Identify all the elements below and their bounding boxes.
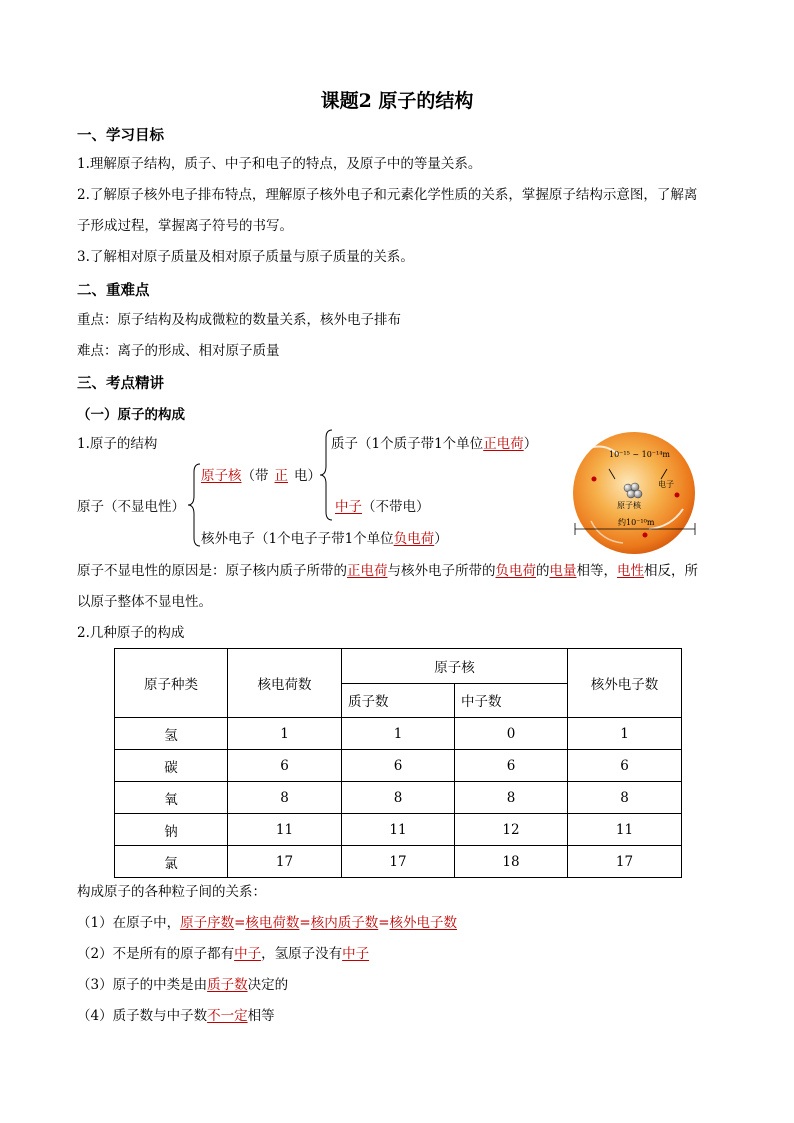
nucleus-paren-close: 电） xyxy=(294,468,321,484)
key-point: 重点：原子结构及构成微粒的数量关系，核外电子排布 xyxy=(77,312,401,328)
neutrality-reason-line2: 以原子整体不显电性。 xyxy=(77,594,212,610)
relation-2 xyxy=(77,944,369,964)
cell-kind: 氢 xyxy=(115,718,228,750)
atom-brace xyxy=(186,462,202,548)
cell-kind: 氯 xyxy=(115,846,228,878)
nucleus-line xyxy=(201,466,321,486)
electron-line xyxy=(201,529,448,549)
cell-protons: 1 xyxy=(342,718,455,750)
atom-scale-label: 约10⁻¹⁰m xyxy=(618,518,655,527)
nucleus-figure-label: 原子核 xyxy=(617,501,641,510)
table-label: 2.几种原子的构成 xyxy=(77,625,185,641)
electron-dot xyxy=(675,493,680,498)
nucleus-paren-open: （带 xyxy=(241,468,269,484)
cell-electrons: 6 xyxy=(568,750,682,782)
header-atom-kind: 原子种类 xyxy=(115,649,228,718)
cell-electrons: 1 xyxy=(568,718,682,750)
proton-charge: 正电荷 xyxy=(483,436,524,452)
objective-2: 2.了解原子核外电子排布特点，理解原子核外电子和元素化学性质的关系，掌握原子结构示意图，了解离 xyxy=(77,187,698,203)
header-electrons: 核外电子数 xyxy=(568,649,682,718)
objective-1: 1.理解原子结构，质子、中子和电子的特点，及原子中的等量关系。 xyxy=(77,156,482,172)
nucleus-term: 原子核 xyxy=(201,468,242,484)
cell-electrons: 17 xyxy=(568,846,682,878)
cell-charge: 1 xyxy=(228,718,342,750)
electron-charge: 负电荷 xyxy=(393,531,435,547)
equals-sign: = xyxy=(299,915,311,931)
reason-text-e: 的 xyxy=(536,563,550,579)
cell-kind: 氧 xyxy=(115,782,228,814)
structure-label: 1.原子的结构 xyxy=(77,436,158,452)
atom-label: 原子（不显电性） xyxy=(77,499,185,515)
cell-charge: 11 xyxy=(228,814,342,846)
neutron-term: 中子 xyxy=(335,499,362,515)
table-row xyxy=(115,718,682,750)
relation-2-mid: ，氢原子没有 xyxy=(261,946,343,962)
proton-count-term: 核内质子数 xyxy=(310,915,379,931)
equals-sign: = xyxy=(234,915,246,931)
header-protons: 质子数 xyxy=(342,683,455,718)
cell-charge: 6 xyxy=(228,750,342,782)
reason-positive-charge: 正电荷 xyxy=(347,563,388,579)
cell-kind: 钠 xyxy=(115,814,228,846)
electron-figure-label: 电子 xyxy=(658,480,674,489)
cell-protons: 6 xyxy=(342,750,455,782)
proton-text: 质子（1个质子带1个单位 xyxy=(331,436,484,452)
cell-kind: 碳 xyxy=(115,750,228,782)
section-heading-objectives: 一、学习目标 xyxy=(77,127,164,144)
proton-line xyxy=(331,434,537,454)
neutron-term: 中子 xyxy=(234,946,262,962)
header-neutrons: 中子数 xyxy=(455,683,568,718)
reason-text-g: 相等， xyxy=(576,563,617,579)
nucleus-scale-label: 10⁻¹⁵ ~ 10⁻¹⁴m xyxy=(609,450,671,459)
table-row xyxy=(115,846,682,878)
nuclear-charge-term: 核电荷数 xyxy=(245,915,300,931)
relation-2-prefix: （2）不是所有的原子都有 xyxy=(77,946,235,962)
atom-model-figure xyxy=(571,431,699,555)
relation-4 xyxy=(77,1006,275,1026)
neutron-line xyxy=(335,497,430,517)
page-title: 课题2 原子的结构 xyxy=(320,90,474,112)
reason-text-i: 相反，所 xyxy=(644,563,698,579)
reason-negative-charge: 负电荷 xyxy=(495,563,536,579)
cell-neutrons: 8 xyxy=(455,782,568,814)
atom-composition-table xyxy=(114,648,682,878)
section-heading-exam-points: 三、考点精讲 xyxy=(77,375,164,392)
subsection-heading-atom-composition: （一）原子的构成 xyxy=(77,407,185,423)
neutron-term: 中子 xyxy=(342,946,370,962)
cell-charge: 8 xyxy=(228,782,342,814)
relation-1 xyxy=(77,913,457,933)
neutrality-reason-line1 xyxy=(77,561,698,581)
table-row xyxy=(115,782,682,814)
header-nuclear-charge: 核电荷数 xyxy=(228,649,342,718)
cell-protons: 17 xyxy=(342,846,455,878)
reason-text-c: 与核外电子所带的 xyxy=(387,563,496,579)
relation-4-suffix: 相等 xyxy=(247,1008,275,1024)
cell-neutrons: 6 xyxy=(455,750,568,782)
nucleon-ball xyxy=(634,490,642,498)
electron-dot xyxy=(592,477,597,482)
electron-text: 核外电子（1个电子子带1个单位 xyxy=(201,531,394,547)
electron-close: ） xyxy=(434,531,448,547)
electron-count-term: 核外电子数 xyxy=(389,915,458,931)
reason-charge-amount: 电量 xyxy=(549,563,577,579)
difficult-point: 难点：离子的形成、相对原子质量 xyxy=(77,343,280,359)
cell-neutrons: 18 xyxy=(455,846,568,878)
cell-electrons: 8 xyxy=(568,782,682,814)
relation-label: 构成原子的各种粒子间的关系： xyxy=(77,884,266,900)
cell-neutrons: 0 xyxy=(455,718,568,750)
relation-3-suffix: 决定的 xyxy=(247,977,289,993)
reason-text-a: 原子不显电性的原因是：原子核内质子所带的 xyxy=(77,563,347,579)
neutron-text: （不带电） xyxy=(362,499,430,515)
proton-number-term: 质子数 xyxy=(207,977,248,993)
relation-4-prefix: （4）质子数与中子数 xyxy=(77,1008,208,1024)
reason-polarity: 电性 xyxy=(617,563,644,579)
electron-dot xyxy=(643,533,648,538)
objective-2-cont: 子形成过程，掌握离子符号的书写。 xyxy=(77,218,293,234)
section-heading-key-points: 二、重难点 xyxy=(77,282,150,299)
relation-1-prefix: （1）在原子中， xyxy=(77,915,181,931)
equals-sign: = xyxy=(378,915,390,931)
cell-electrons: 11 xyxy=(568,814,682,846)
table-header-row xyxy=(115,649,682,684)
nucleus-charge: 正 xyxy=(274,468,288,484)
relation-3-prefix: （3）原子的中类是由 xyxy=(77,977,208,993)
header-nucleus: 原子核 xyxy=(342,649,568,684)
atomic-number-term: 原子序数 xyxy=(180,915,235,931)
objective-3: 3.了解相对原子质量及相对原子质量与原子质量的关系。 xyxy=(77,249,414,265)
not-necessarily-term: 不一定 xyxy=(207,1008,248,1024)
table-row xyxy=(115,814,682,846)
proton-close: ） xyxy=(523,436,538,452)
cell-neutrons: 12 xyxy=(455,814,568,846)
relation-3 xyxy=(77,975,288,995)
cell-charge: 17 xyxy=(228,846,342,878)
cell-protons: 8 xyxy=(342,782,455,814)
table-row xyxy=(115,750,682,782)
cell-protons: 11 xyxy=(342,814,455,846)
